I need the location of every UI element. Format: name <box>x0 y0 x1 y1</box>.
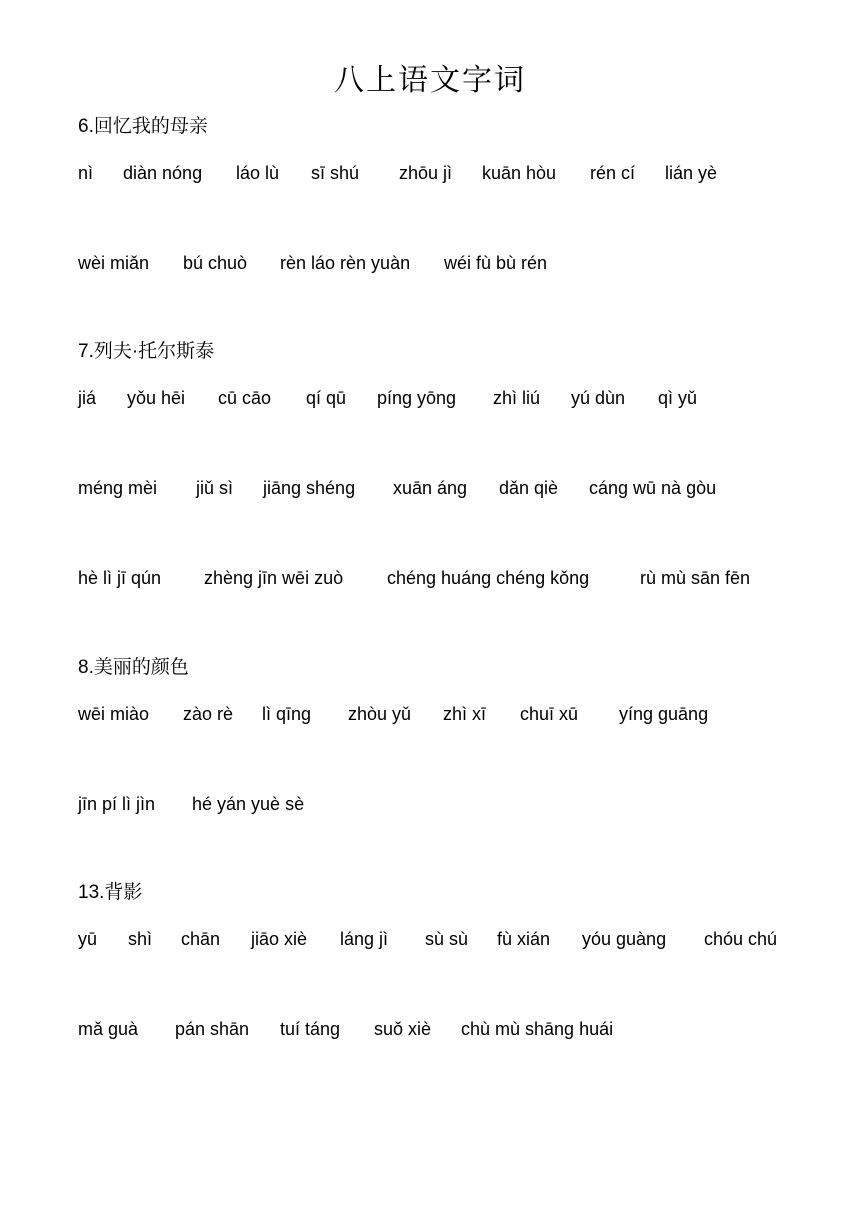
pinyin-word: kuān hòu <box>482 163 557 183</box>
pinyin-word: jiǔ sì <box>196 478 234 498</box>
pinyin-word: qì yǔ <box>658 388 698 408</box>
pinyin-word: yū <box>78 929 98 949</box>
pinyin-word: zhì liú <box>493 388 541 408</box>
pinyin-word: yǒu hēi <box>127 388 186 408</box>
pinyin-word: fù xián <box>497 929 551 949</box>
pinyin-word: chéng huáng chéng kǒng <box>387 568 590 588</box>
pinyin-word: chuī xū <box>520 704 579 724</box>
pinyin-word: dǎn qiè <box>499 478 559 498</box>
pinyin-word: jīn pí lì jìn <box>78 794 156 814</box>
pinyin-word: cū cāo <box>218 388 272 408</box>
pinyin-word: lì qīng <box>262 704 312 724</box>
pinyin-word: yú dùn <box>571 388 626 408</box>
pinyin-word: pán shān <box>175 1019 250 1039</box>
page-title: 八上语文字词 <box>334 63 526 98</box>
pinyin-word: sī shú <box>311 163 360 183</box>
pinyin-word: jiāng shéng <box>263 478 356 498</box>
pinyin-word: chù mù shāng huái <box>461 1019 614 1039</box>
pinyin-word: wèi miǎn <box>78 253 150 273</box>
pinyin-word: yóu guàng <box>582 929 667 949</box>
pinyin-word: xuān áng <box>393 478 468 498</box>
pinyin-word: sù sù <box>425 929 469 949</box>
pinyin-word: nì <box>78 163 94 183</box>
pinyin-word: zhèng jīn wēi zuò <box>204 568 344 588</box>
pinyin-word: hè lì jī qún <box>78 568 162 588</box>
pinyin-word: lián yè <box>665 163 718 183</box>
pinyin-word: rù mù sān fēn <box>640 568 751 588</box>
section-heading: 13.背影 <box>78 882 143 903</box>
pinyin-word: zào rè <box>183 704 234 724</box>
pinyin-word: chān <box>181 929 221 949</box>
pinyin-word: mǎ guà <box>78 1019 139 1039</box>
pinyin-word: jiāo xiè <box>251 929 308 949</box>
section-heading: 7.列夫·托尔斯泰 <box>78 341 215 362</box>
pinyin-word: diàn nóng <box>123 163 203 183</box>
pinyin-word: cáng wū nà gòu <box>589 478 717 498</box>
pinyin-word: láng jì <box>340 929 389 949</box>
pinyin-word: jiá <box>78 388 97 408</box>
pinyin-word: zhòu yǔ <box>348 704 412 724</box>
pinyin-word: qí qū <box>306 388 347 408</box>
pinyin-word: wēi miào <box>78 704 150 724</box>
pinyin-word: chóu chú <box>704 929 778 949</box>
pinyin-word: rén cí <box>590 163 636 183</box>
pinyin-word: zhōu jì <box>399 163 453 183</box>
pinyin-word: zhì xī <box>443 704 487 724</box>
pinyin-word: láo lù <box>236 163 280 183</box>
pinyin-word: píng yōng <box>377 388 457 408</box>
pinyin-word: méng mèi <box>78 478 158 498</box>
pinyin-word: wéi fù bù rén <box>444 253 548 273</box>
section-heading: 6.回忆我的母亲 <box>78 116 208 137</box>
section-heading: 8.美丽的颜色 <box>78 657 189 678</box>
pinyin-word: hé yán yuè sè <box>192 794 305 814</box>
pinyin-word: yíng guāng <box>619 704 709 724</box>
pinyin-word: rèn láo rèn yuàn <box>280 253 411 273</box>
pinyin-word: suǒ xiè <box>374 1019 432 1039</box>
pinyin-word: shì <box>128 929 153 949</box>
pinyin-word: bú chuò <box>183 253 248 273</box>
pinyin-word: tuí táng <box>280 1019 341 1039</box>
